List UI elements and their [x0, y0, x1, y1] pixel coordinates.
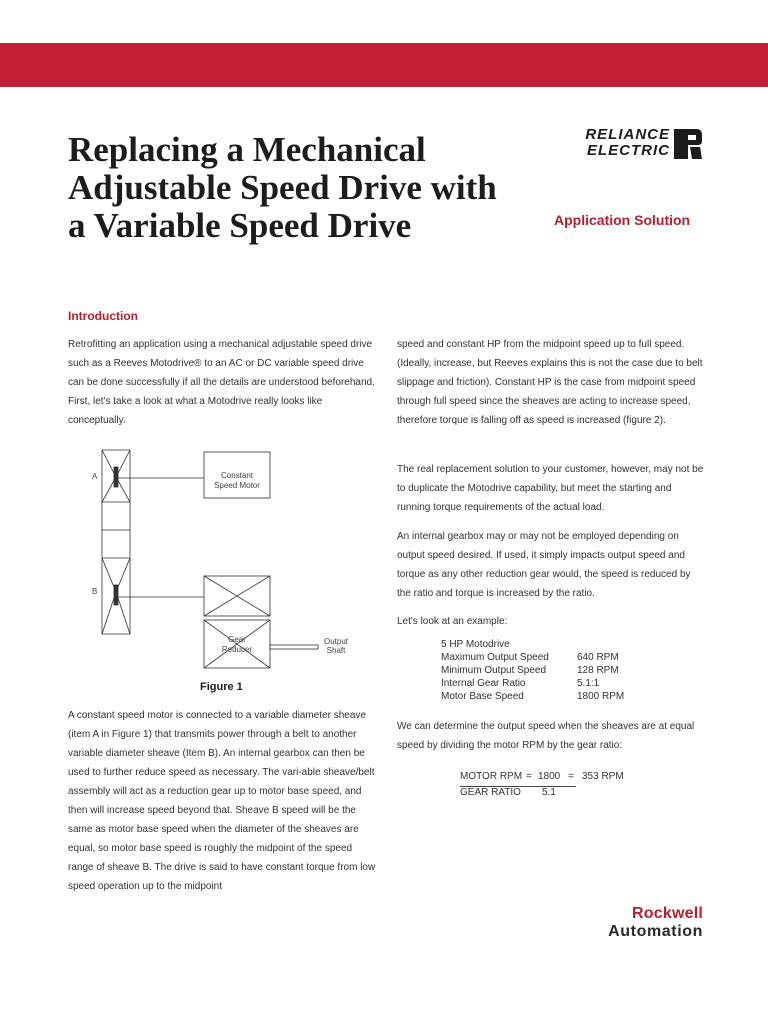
speed-formula	[460, 771, 624, 803]
label-b: B	[92, 587, 98, 596]
right-paragraph-5: We can determine the output speed when the sheaves are at equal speed by dividing the motor RPM by the gear ratio:	[397, 721, 695, 751]
logo-line-1: RELIANCE	[585, 126, 670, 143]
intro-paragraph-1: Retrofitting an application using a mechanical adjustable speed drive such as a Reeves Motodrive® to an AC or DC variable speed drive can be done successfully if all the details are understood beforehand. First, let's take a look at what a Motodrive really looks like conceptually.	[68, 339, 375, 426]
spec-label: Internal Gear Ratio	[441, 678, 526, 689]
spec-row	[441, 651, 647, 664]
motor-label-line-1: Constant	[220, 471, 254, 480]
spec-value: 128 RPM	[577, 665, 619, 676]
sheave-a	[102, 450, 130, 502]
formula-num-value: 1800	[538, 771, 561, 782]
document-type-label: Application Solution	[554, 212, 691, 228]
logo-text	[540, 127, 670, 159]
spec-label: Minimum Output Speed	[441, 665, 547, 676]
figure-caption: Figure 1	[200, 681, 243, 693]
spec-value: 5.1:1	[577, 678, 600, 689]
spec-value: 640 RPM	[577, 652, 619, 663]
formula-den-value: 5.1	[542, 787, 556, 798]
label-a: A	[92, 472, 98, 481]
figure-1-diagram	[60, 440, 360, 675]
intro-paragraph-2: A constant speed motor is connected to a variable diameter sheave (item A in Figure 1) that transmits power through a belt to another variable diameter sheave (Item B). An internal gearbox can then be used to further reduce speed as necessary. The vari-able sheave/belt assembly will act as a reduction gear up to motor base speed, and then will increase speed beyond that. Sheave B speed will be the same as motor base speed when the diameter of the sheaves are equal, so motor base speed is roughly the midpoint of the speed range of sheave B. The drive is said to have constant torque from low speed operation up to the midpoint	[68, 710, 376, 892]
spec-label: Maximum Output Speed	[441, 652, 549, 663]
spec-row	[441, 677, 647, 690]
reliance-electric-logo	[540, 127, 710, 161]
formula-numerator-row	[460, 771, 624, 787]
right-paragraph-2: The real replacement solution to your customer, however, may not be to duplicate the Motodrive capability, but meet the starting and running torque requirements of the actual load.	[397, 464, 704, 513]
motor-label-line-2: Speed Motor	[214, 481, 260, 490]
spec-list	[441, 638, 647, 703]
output-shaft	[270, 645, 318, 649]
spec-label: Motor Base Speed	[441, 691, 524, 702]
rockwell-logo-line-1: Rockwell	[632, 905, 703, 922]
output-label-line-2: Shaft	[326, 646, 346, 655]
formula-den-label: GEAR RATIO	[460, 787, 521, 798]
formula-equals-2: =	[568, 771, 574, 782]
spec-row	[441, 690, 647, 703]
spec-row	[441, 664, 647, 677]
gear-label-line-1: Gear	[228, 635, 246, 644]
right-paragraph-4: Let's look at an example:	[397, 616, 508, 627]
section-heading-introduction: Introduction	[68, 309, 138, 323]
rockwell-logo-line-2: Automation	[608, 923, 703, 940]
gear-reducer-box	[204, 620, 270, 668]
formula-result: 353 RPM	[582, 771, 624, 782]
page-title: Replacing a Mechanical Adjustable Speed Drive with a Variable Speed Drive	[68, 130, 497, 245]
formula-equals-1: =	[526, 771, 532, 782]
fraction-bar	[460, 786, 576, 787]
logo-line-2: ELECTRIC	[587, 142, 670, 159]
spec-title: 5 HP Motodrive	[441, 639, 510, 650]
header-band	[0, 43, 768, 87]
gearbox-upper-box	[204, 576, 270, 616]
formula-denominator-row	[460, 787, 624, 803]
sheave-b	[102, 558, 130, 634]
gear-label-line-2: Reducer	[221, 645, 253, 654]
spec-value: 1800 RPM	[577, 691, 625, 702]
output-label-line-1: Output	[323, 637, 349, 646]
reliance-r-icon	[674, 129, 702, 159]
formula-num-label: MOTOR RPM	[460, 771, 523, 782]
right-paragraph-1: speed and constant HP from the midpoint speed up to full speed. (Ideally, increase, but Reeves explains this is not the case due to belt slippage and friction). Constant HP is the case from midpoint speed through full speed since the sheaves are acting to increase speed, therefore torque is falling off as speed is increased (figure 2).	[397, 339, 703, 426]
rockwell-automation-logo	[560, 905, 703, 941]
right-paragraph-3: An internal gearbox may or may not be employed depending on output speed desired. If used, it simply impacts output speed and torque as any other reduction gear would, the speed is reduced by the ratio and torque is increased by the ratio.	[397, 531, 691, 599]
